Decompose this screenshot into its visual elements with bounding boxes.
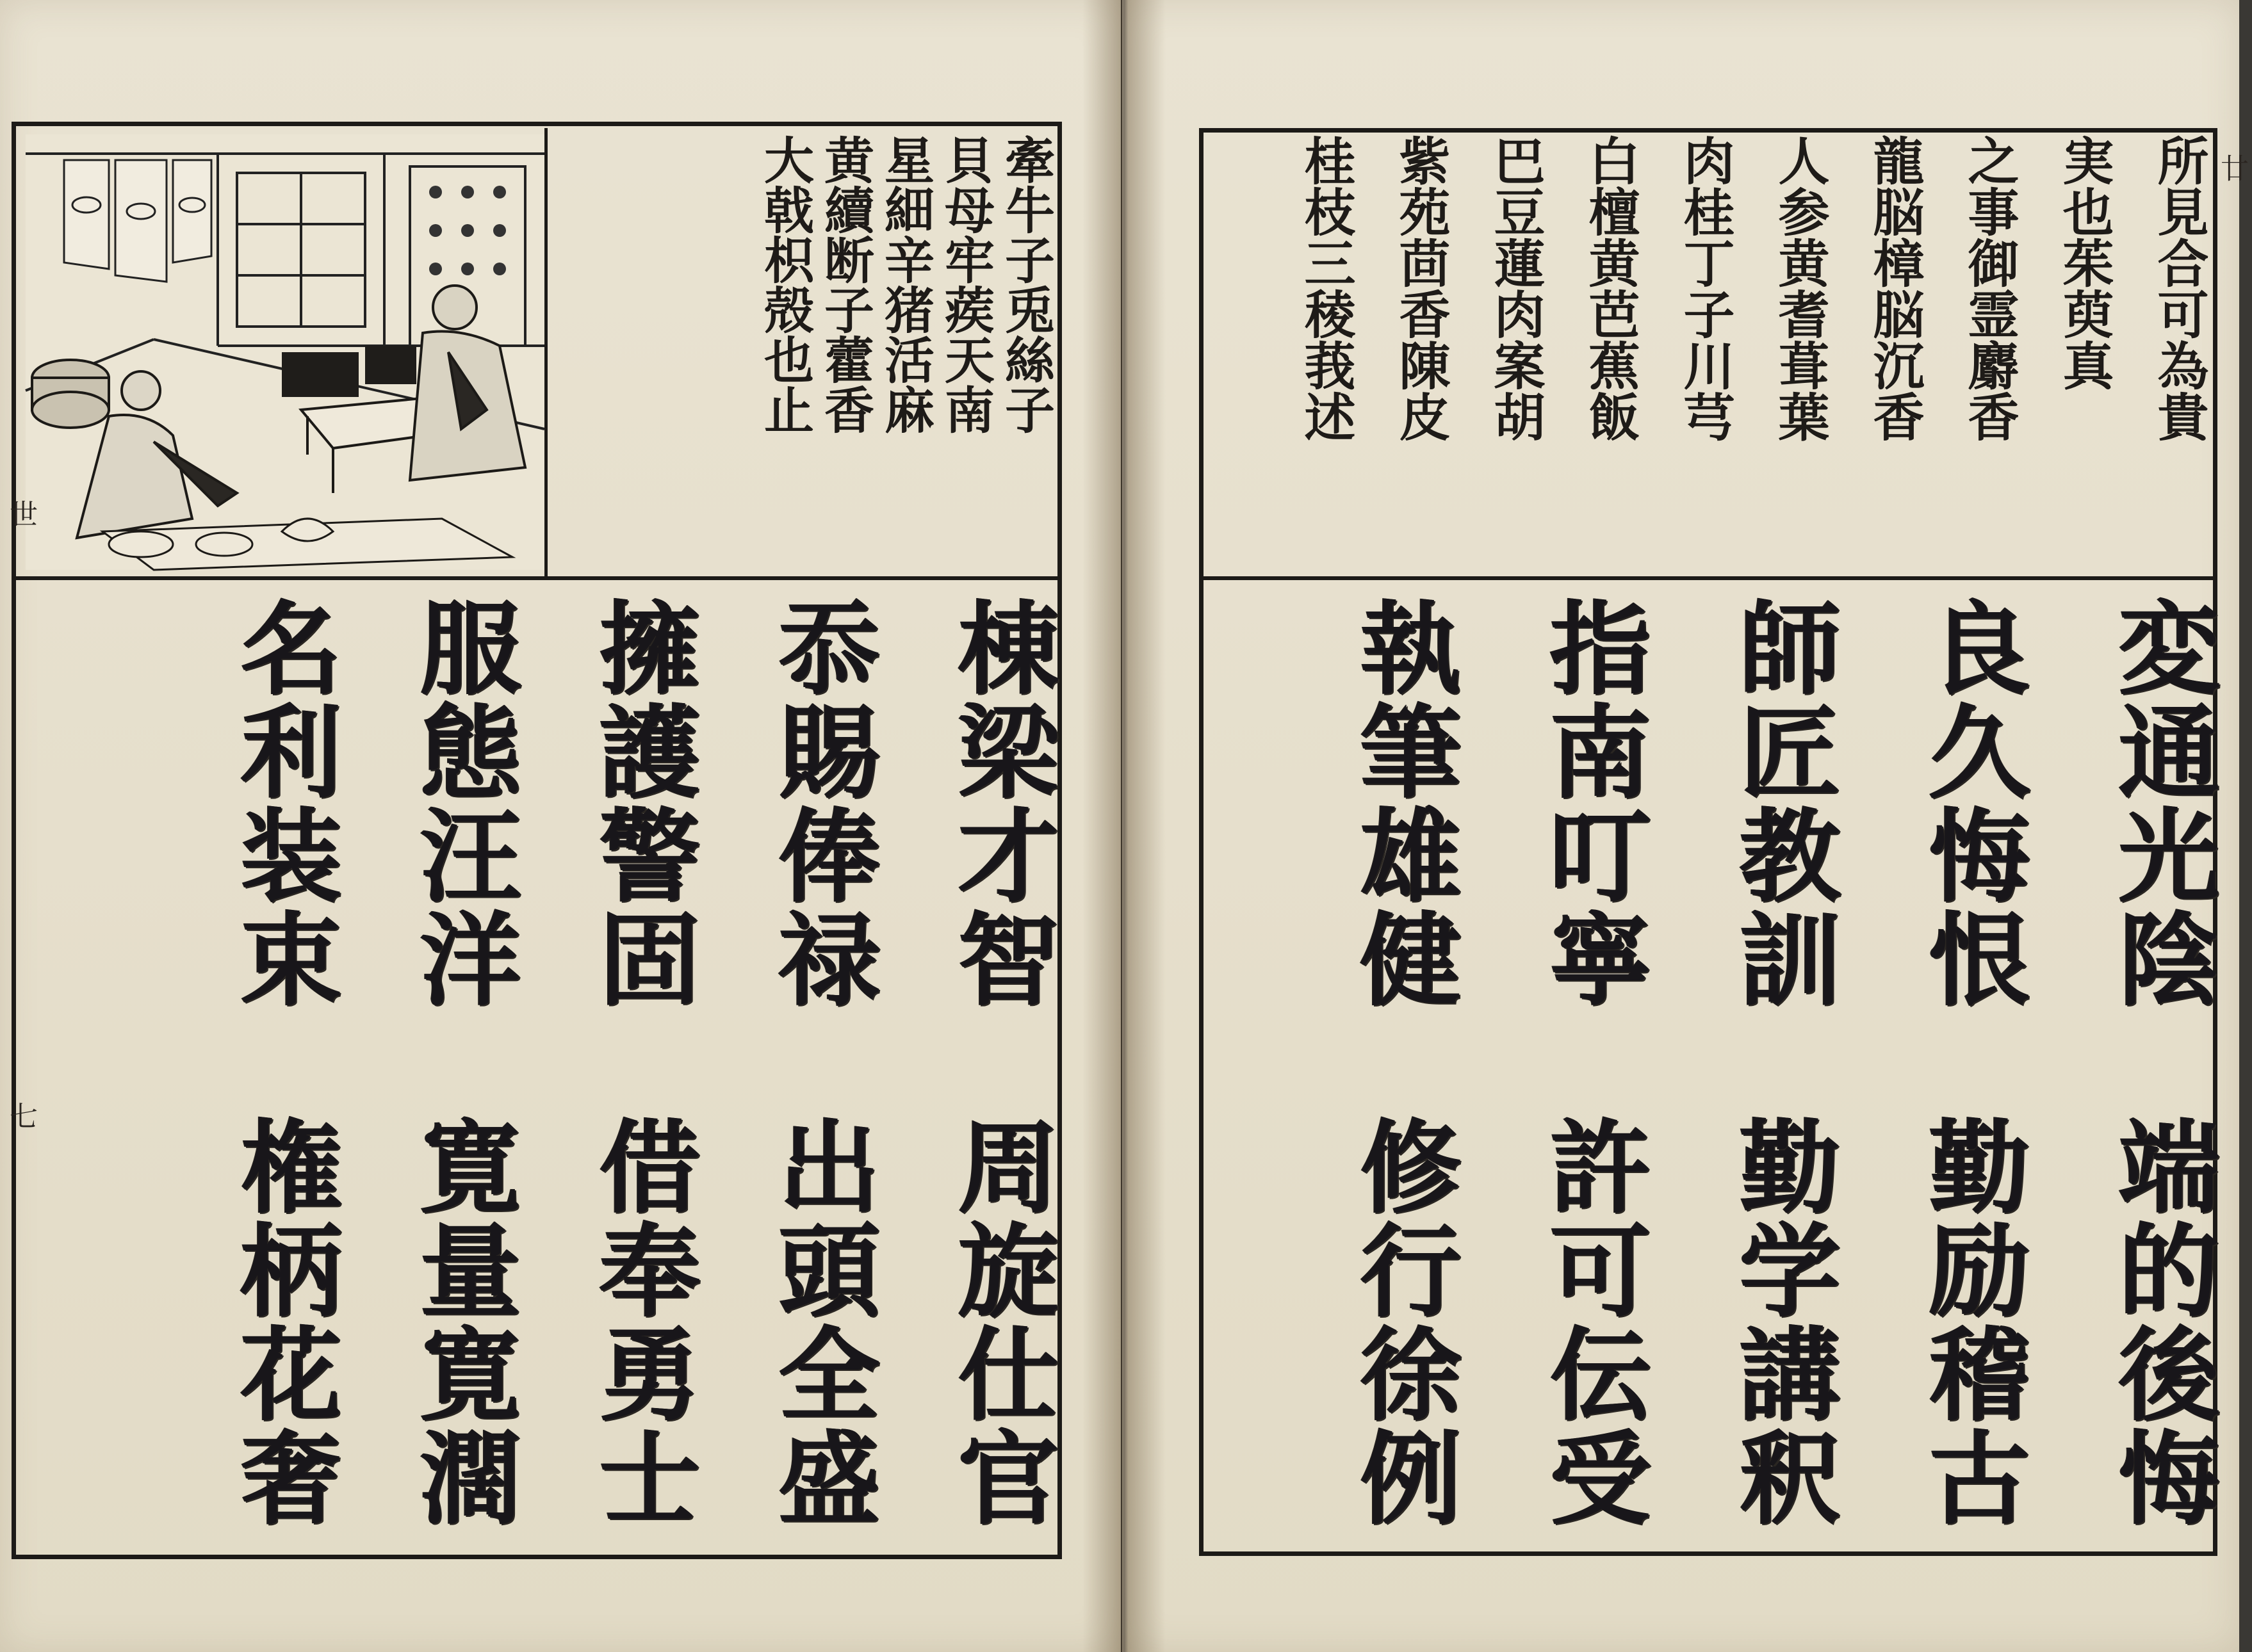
left-large-column: 擁護警固 借奉勇士 [582, 595, 701, 1529]
right-small-column: 巴豆蓮肉案胡 [1485, 134, 1546, 442]
left-large-column: 棟梁才智 周旋仕官 [941, 595, 1059, 1529]
right-small-column: 人参黄耆葺葉 [1770, 134, 1830, 442]
right-page [1122, 0, 2248, 1652]
left-margin-mark: 世 [4, 499, 37, 528]
left-small-column: 黄續断子藿香 [816, 134, 874, 434]
left-large-column: 名利装束 権柄花奢 [224, 595, 342, 1529]
left-large-column: 服態汪洋 寛量寛濶 [403, 595, 521, 1529]
right-section-divider [1199, 576, 2217, 580]
left-illustration-divider [544, 128, 548, 576]
right-small-text-block [1212, 134, 2209, 570]
right-small-column: 紫苑茴香陳皮 [1391, 134, 1451, 442]
left-large-column: 忝賜俸禄 出頭全盛 [762, 595, 880, 1529]
left-small-column: 牽牛子兎絲子 [997, 134, 1055, 434]
left-small-column: 貝母牢蒺天南 [936, 134, 995, 434]
right-large-column: 師匠教訓 勤学講釈 [1722, 595, 1841, 1529]
right-small-column: 龍脳樟脳沉香 [1864, 134, 1925, 442]
right-large-column: 変通光陰 端的後悔 [2101, 595, 2220, 1529]
right-large-column: 執筆雄健 修行徐例 [1343, 595, 1462, 1529]
left-small-text-block [557, 134, 1055, 570]
left-small-column: 星細辛猪活麻 [876, 134, 934, 434]
left-margin-mark: 七 [4, 1101, 37, 1130]
left-page [0, 0, 1121, 1652]
right-large-text-block [1218, 595, 2220, 1550]
left-large-text-block [26, 595, 1059, 1550]
book-gutter [1082, 0, 1166, 1652]
right-small-column: 之事御霊麝香 [1959, 134, 2019, 442]
right-small-column: 実也茱萸真 [2054, 134, 2114, 391]
right-small-column: 肉桂丁子川芎 [1675, 134, 1735, 442]
left-small-column: 大戟枳殻也止 [756, 134, 814, 434]
right-small-column: 所見合可為貴 [2149, 134, 2209, 442]
right-large-column: 良久悔恨 勤励稽古 [1912, 595, 2030, 1529]
right-margin-mark: 廿 [2215, 154, 2248, 182]
left-section-divider [12, 576, 1062, 580]
right-small-column: 桂枝三稜莪述 [1296, 134, 1356, 442]
right-large-column: 指南叮寧 許可伝受 [1533, 595, 1651, 1529]
right-small-column: 白檀黄芭蕉飯 [1580, 134, 1640, 442]
woodblock-illustration [26, 134, 544, 570]
